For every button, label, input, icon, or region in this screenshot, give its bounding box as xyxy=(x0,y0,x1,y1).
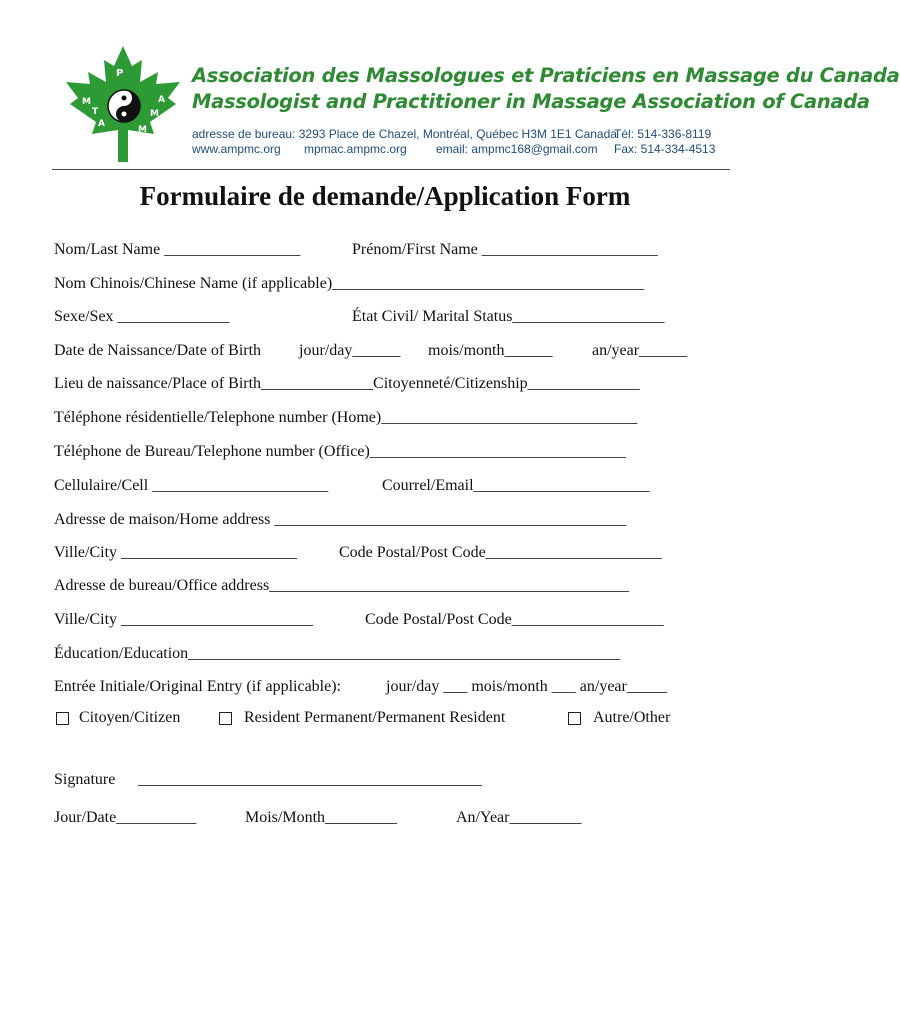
dob-year-field[interactable]: an/year______ xyxy=(592,342,688,359)
dob-day-field[interactable]: jour/day______ xyxy=(299,342,401,359)
email-field[interactable]: Courrel/Email______________________ xyxy=(382,477,650,494)
first-name-field[interactable]: Prénom/First Name ______________________ xyxy=(352,241,658,258)
dob-month-field[interactable]: mois/month______ xyxy=(428,342,553,359)
home-phone-field[interactable]: Téléphone résidentielle/Telephone number (Home)________________________________ xyxy=(54,409,638,426)
education-field[interactable]: Éducation/Education______________________________________________________ xyxy=(54,645,621,662)
logo-letter: A xyxy=(98,119,105,129)
permanent-resident-label: Resident Permanent/Permanent Resident xyxy=(244,709,506,726)
office-phone-field[interactable]: Téléphone de Bureau/Telephone number (Office)________________________________ xyxy=(54,443,626,460)
website-link[interactable]: www.ampmc.org xyxy=(192,142,281,156)
maple-leaf-logo xyxy=(62,44,184,164)
logo-letter: M xyxy=(82,97,91,107)
office-address: adresse de bureau: 3293 Place de Chazel, Montréal, Québec H3M 1E1 Canada xyxy=(192,127,617,141)
marital-status-field[interactable]: État Civil/ Marital Status___________________ xyxy=(352,308,665,325)
logo-letter: T xyxy=(92,107,99,117)
signature-field[interactable]: ___________________________________________ xyxy=(138,771,482,788)
chinese-name-field[interactable]: Nom Chinois/Chinese Name (if applicable)_______________________________________ xyxy=(54,275,645,292)
home-postal-code-field[interactable]: Code Postal/Post Code______________________ xyxy=(339,544,662,561)
logo-letter: M xyxy=(138,125,147,135)
email-contact[interactable]: email: ampmc168@gmail.com xyxy=(436,142,598,156)
other-status-label: Autre/Other xyxy=(593,709,671,726)
last-name-field[interactable]: Nom/Last Name _________________ xyxy=(54,241,301,258)
original-entry-date-field[interactable]: jour/day ___ mois/month ___ an/year_____ xyxy=(386,678,667,695)
dob-label: Date de Naissance/Date of Birth xyxy=(54,342,262,359)
signature-label: Signature xyxy=(54,771,116,788)
org-name-english: Massologist and Practitioner in Massage Association of Canada xyxy=(192,90,870,113)
home-city-field[interactable]: Ville/City ______________________ xyxy=(54,544,298,561)
date-year-field[interactable]: An/Year_________ xyxy=(456,809,582,826)
date-day-field[interactable]: Jour/Date__________ xyxy=(54,809,197,826)
org-name-french: Association des Massologues et Praticiens en Massage du Canada xyxy=(192,64,900,87)
other-status-checkbox[interactable] xyxy=(568,712,581,725)
office-address-field[interactable]: Adresse de bureau/Office address_____________________________________________ xyxy=(54,577,630,594)
office-city-field[interactable]: Ville/City ________________________ xyxy=(54,611,314,628)
logo-letter: M xyxy=(150,109,159,119)
telephone: Tél: 514-336-8119 xyxy=(614,127,712,141)
original-entry-label: Entrée Initiale/Original Entry (if applicable): xyxy=(54,678,341,695)
permanent-resident-checkbox[interactable] xyxy=(219,712,232,725)
header-divider xyxy=(52,169,730,170)
cell-field[interactable]: Cellulaire/Cell ______________________ xyxy=(54,477,329,494)
citizen-checkbox[interactable] xyxy=(56,712,69,725)
fax: Fax: 514-334-4513 xyxy=(614,142,716,156)
logo-letter: P xyxy=(116,68,124,79)
citizen-label: Citoyen/Citizen xyxy=(79,709,181,726)
form-title: Formulaire de demande/Application Form xyxy=(139,181,631,211)
logo-letter: A xyxy=(158,95,165,105)
birthplace-citizenship-field[interactable]: Lieu de naissance/Place of Birth______________Citoyenneté/Citizenship______________ xyxy=(54,375,640,392)
sex-field[interactable]: Sexe/Sex ______________ xyxy=(54,308,230,325)
website-link-secondary[interactable]: mpmac.ampmc.org xyxy=(304,142,407,156)
office-postal-code-field[interactable]: Code Postal/Post Code___________________ xyxy=(365,611,664,628)
home-address-field[interactable]: Adresse de maison/Home address ____________________________________________ xyxy=(54,511,627,528)
logo-letter: C xyxy=(110,131,117,141)
date-month-field[interactable]: Mois/Month_________ xyxy=(245,809,398,826)
